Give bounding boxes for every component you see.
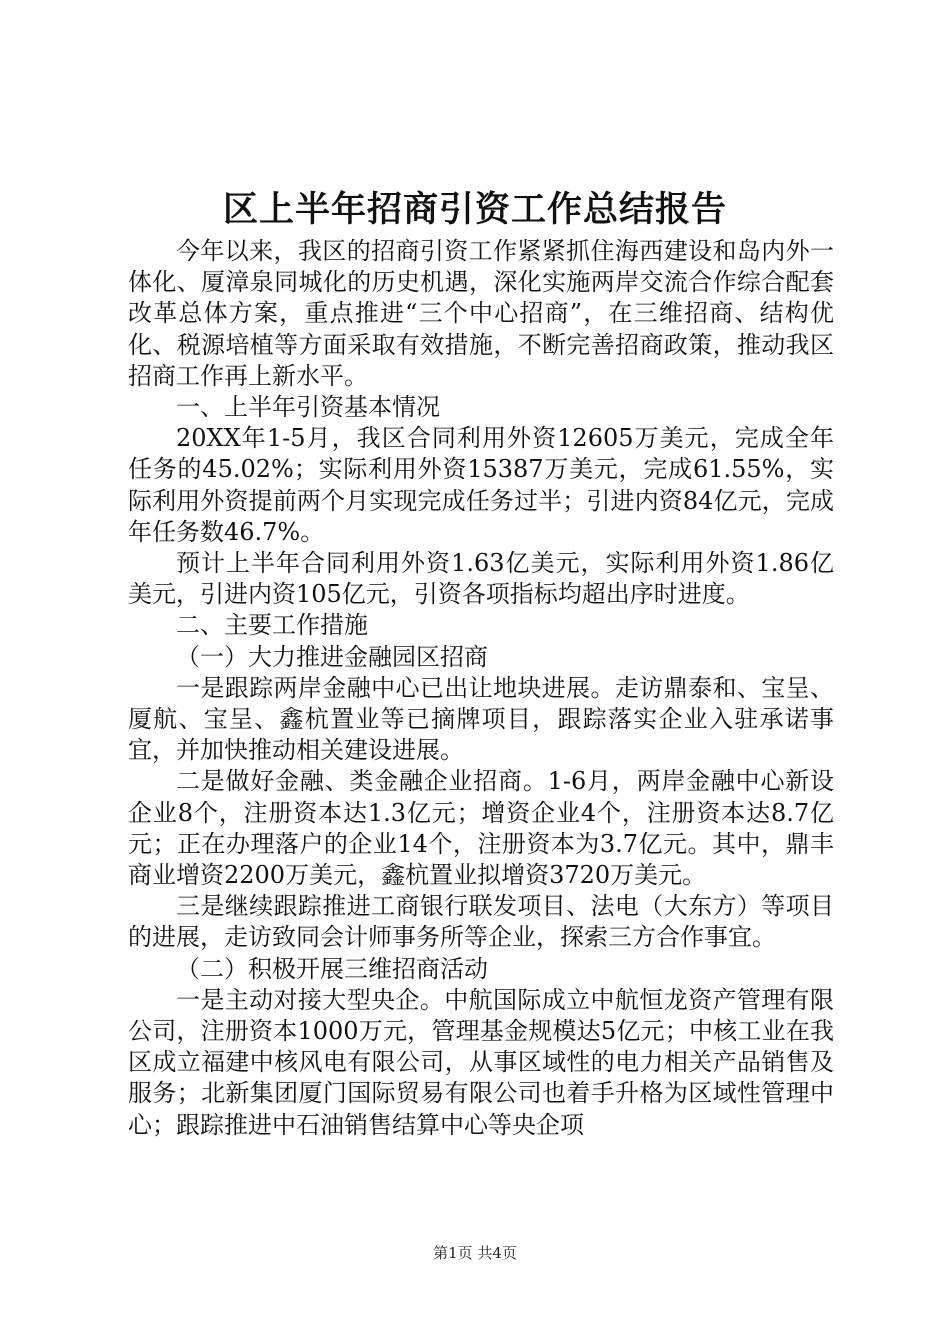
section-heading-2: 二、主要工作措施: [176, 611, 368, 640]
document-body: [128, 236, 834, 1141]
subsection-heading-1: （一）大力推进金融园区招商: [176, 642, 488, 671]
document-title: 区上半年招商引资工作总结报告: [222, 189, 727, 230]
body-paragraph: 二是做好金融、类金融企业招商。1-6月，两岸金融中心新设企业8个，注册资本达1.3亿元；增资企业4个，注册资本达8.7亿元；正在办理落户的企业14个，注册资本为3.7亿元。其中，鼎丰商业增资2200万美元，鑫杭置业拟增资3720万美元。: [128, 767, 834, 890]
section-heading-1: 一、上半年引资基本情况: [176, 393, 440, 422]
body-paragraph: 一是跟踪两岸金融中心已出让地块进展。走访鼎泰和、宝呈、厦航、宝呈、鑫杭置业等已摘牌项目，跟踪落实企业入驻承诺事宜，并加快推动相关建设进展。: [128, 673, 834, 765]
body-paragraph: 预计上半年合同利用外资1.63亿美元，实际利用外资1.86亿美元，引进内资105亿元，引资各项指标均超出序时进度。: [128, 549, 834, 609]
body-paragraph: 三是继续跟踪推进工商银行联发项目、法电（大东方）等项目的进展，走访致同会计师事务所等企业，探索三方合作事宜。: [128, 892, 834, 952]
body-paragraph: 20XX年1-5月，我区合同利用外资12605万美元，完成全年任务的45.02%；实际利用外资15387万美元，完成61.55%，实际利用外资提前两个月实现完成任务过半；引进内资84亿元，完成年任务数46.7%。: [128, 424, 834, 546]
page-footer: 第1页 共4页: [433, 1244, 517, 1262]
intro-paragraph: 今年以来，我区的招商引资工作紧紧抓住海西建设和岛内外一体化、厦漳泉同城化的历史机遇，深化实施两岸交流合作综合配套改革总体方案，重点推进“三个中心招商”，在三维招商、结构优化、税源培植等方面采取有效措施，不断完善招商政策，推动我区招商工作再上新水平。: [128, 237, 834, 390]
subsection-heading-2: （二）积极开展三维招商活动: [176, 954, 488, 983]
body-paragraph: 一是主动对接大型央企。中航国际成立中航恒龙资产管理有限公司，注册资本1000万元，管理基金规模达5亿元；中核工业在我区成立福建中核风电有限公司，从事区域性的电力相关产品销售及服务；北新集团厦门国际贸易有限公司也着手升格为区域性管理中心；跟踪推进中石油销售结算中心等央企项: [128, 985, 834, 1139]
